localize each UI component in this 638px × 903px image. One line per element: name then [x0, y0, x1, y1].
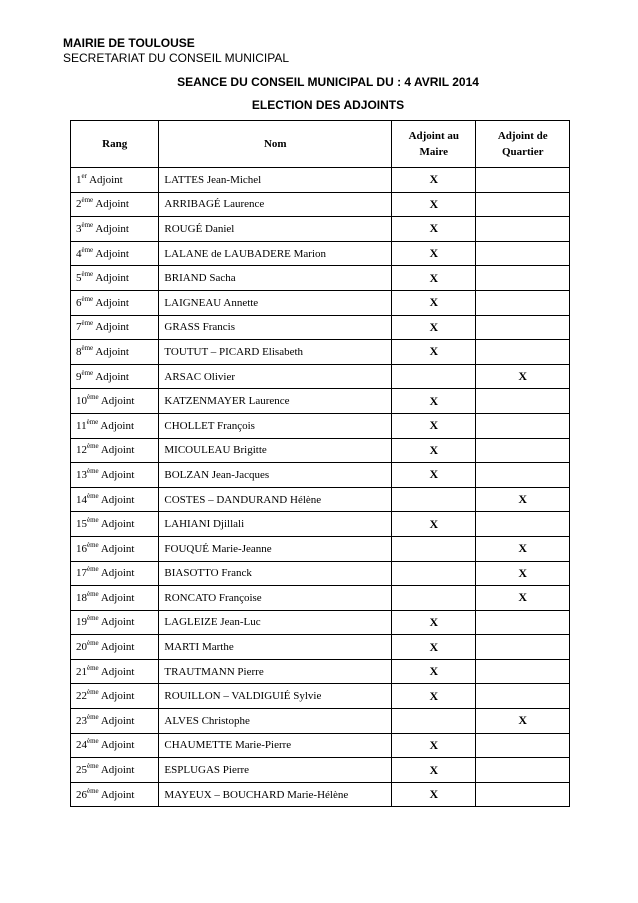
rank-suffix-superscript: ème: [81, 319, 94, 328]
rank-number: 1: [76, 173, 82, 186]
adjoint-maire-mark: X: [392, 192, 476, 217]
rank-suffix-superscript: ème: [81, 196, 94, 205]
rank-cell: [71, 438, 159, 463]
adjoint-quartier-mark: [476, 684, 570, 709]
adjoint-maire-mark: X: [392, 241, 476, 266]
adjoint-maire-mark: [392, 487, 476, 512]
rank-cell: [71, 266, 159, 291]
rank-cell: [71, 782, 159, 807]
table-row: [71, 340, 570, 365]
adjoint-maire-mark: X: [392, 217, 476, 242]
rank-cell: [71, 512, 159, 537]
adjoint-quartier-mark: X: [476, 561, 570, 586]
rank-suffix-superscript: ème: [81, 343, 94, 352]
rank-label: Adjoint: [98, 616, 135, 629]
rank-number: 5: [76, 272, 82, 285]
column-header-adjoint-quartier: [476, 121, 570, 168]
adjoint-quartier-mark: [476, 438, 570, 463]
name-cell: LALANE de LAUBADERE Marion: [159, 241, 392, 266]
rank-cell: [71, 758, 159, 783]
table-row: [71, 438, 570, 463]
rank-suffix-superscript: ème: [86, 417, 99, 426]
rank-cell: [71, 463, 159, 488]
adjoint-quartier-mark: [476, 782, 570, 807]
rank-suffix-superscript: ème: [81, 220, 94, 229]
rank-number: 25: [76, 764, 87, 777]
rank-number: 12: [76, 444, 87, 457]
rank-label: Adjoint: [93, 296, 129, 309]
rank-cell: [71, 340, 159, 365]
rank-number: 10: [76, 395, 87, 408]
adjoint-maire-mark: X: [392, 290, 476, 315]
adjoint-quartier-mark: [476, 733, 570, 758]
name-cell: ARSAC Olivier: [159, 364, 392, 389]
adjoint-quartier-mark: X: [476, 487, 570, 512]
rank-suffix-superscript: ème: [87, 712, 99, 721]
rank-suffix-superscript: ème: [87, 393, 99, 402]
rank-cell: [71, 536, 159, 561]
adjoint-quartier-mark: [476, 315, 570, 340]
rank-number: 9: [76, 370, 82, 383]
adjoint-quartier-mark: [476, 635, 570, 660]
name-cell: MAYEUX – BOUCHARD Marie-Hélène: [159, 782, 392, 807]
rank-label: Adjoint: [98, 395, 135, 408]
rank-suffix-superscript: ème: [87, 786, 99, 795]
election-title: ELECTION DES ADJOINTS: [251, 98, 405, 112]
rank-suffix-superscript: ème: [87, 639, 99, 648]
table-row: [71, 168, 570, 193]
rank-label: Adjoint: [98, 542, 135, 555]
name-cell: ALVES Christophe: [159, 709, 392, 734]
adjoint-maire-mark: X: [392, 266, 476, 291]
adjoint-quartier-mark: X: [476, 536, 570, 561]
rank-label: Adjoint: [93, 222, 129, 235]
rank-label: Adjoint: [93, 247, 129, 260]
rank-suffix-superscript: ème: [87, 737, 99, 746]
adjoint-quartier-mark: X: [476, 586, 570, 611]
table-row: [71, 536, 570, 561]
rank-cell: [71, 389, 159, 414]
rank-suffix-superscript: er: [81, 171, 87, 180]
adjoint-maire-mark: X: [392, 438, 476, 463]
rank-cell: [71, 241, 159, 266]
rank-cell: [71, 586, 159, 611]
org-name: MAIRIE DE TOULOUSE: [63, 36, 195, 50]
adjoint-maire-mark: X: [392, 659, 476, 684]
table-row: [71, 290, 570, 315]
rank-label: Adjoint: [93, 272, 129, 285]
table-row: [71, 782, 570, 807]
rank-number: 11: [76, 419, 87, 432]
adjoint-quartier-mark: [476, 241, 570, 266]
adjoint-quartier-mark: [476, 659, 570, 684]
rank-label: Adjoint: [98, 493, 135, 506]
adjoint-maire-mark: X: [392, 168, 476, 193]
rank-number: 14: [76, 493, 87, 506]
table-row: [71, 487, 570, 512]
name-cell: CHOLLET François: [159, 413, 392, 438]
table-header-row: [71, 121, 570, 168]
rank-cell: [71, 610, 159, 635]
rank-number: 7: [76, 321, 82, 334]
adjoint-quartier-mark: [476, 266, 570, 291]
rank-suffix-superscript: ème: [87, 491, 99, 500]
table-row: [71, 635, 570, 660]
adjoint-quartier-mark: [476, 389, 570, 414]
rank-number: 26: [76, 788, 87, 801]
rank-number: 19: [76, 616, 87, 629]
rank-number: 22: [76, 690, 87, 703]
rank-suffix-superscript: ème: [87, 516, 99, 525]
name-cell: RONCATO Françoise: [159, 586, 392, 611]
adjoint-quartier-mark: [476, 168, 570, 193]
rank-suffix-superscript: ème: [87, 442, 99, 451]
column-header-rang: Rang: [71, 121, 159, 168]
rank-cell: [71, 709, 159, 734]
adjoint-quartier-mark: [476, 217, 570, 242]
rank-label: Adjoint: [98, 764, 135, 777]
name-cell: MICOULEAU Brigitte: [159, 438, 392, 463]
adjoint-maire-mark: X: [392, 733, 476, 758]
adjoint-maire-mark: X: [392, 610, 476, 635]
name-cell: LATTES Jean-Michel: [159, 168, 392, 193]
adjoint-maire-mark: X: [392, 413, 476, 438]
adjoints-table: [70, 120, 570, 807]
rank-suffix-superscript: ème: [81, 270, 94, 279]
table-row: [71, 733, 570, 758]
rank-suffix-superscript: ème: [87, 589, 99, 598]
name-cell: BIASOTTO Franck: [159, 561, 392, 586]
rank-cell: [71, 290, 159, 315]
name-cell: MARTI Marthe: [159, 635, 392, 660]
rank-number: 21: [76, 665, 87, 678]
adjoint-quartier-mark: [476, 340, 570, 365]
name-cell: CHAUMETTE Marie-Pierre: [159, 733, 392, 758]
rank-number: 8: [76, 345, 82, 358]
table-row: [71, 709, 570, 734]
table-row: [71, 758, 570, 783]
rank-label: Adjoint: [98, 567, 135, 580]
rank-suffix-superscript: ème: [81, 294, 94, 303]
rank-label: Adjoint: [93, 321, 129, 334]
name-cell: FOUQUÉ Marie-Jeanne: [159, 536, 392, 561]
table-row: [71, 364, 570, 389]
adjoint-quartier-mark: [476, 463, 570, 488]
rank-label: Adjoint: [98, 714, 135, 727]
table-row: [71, 586, 570, 611]
name-cell: LAGLEIZE Jean-Luc: [159, 610, 392, 635]
adjoint-quartier-mark: X: [476, 709, 570, 734]
adjoint-quartier-mark: X: [476, 364, 570, 389]
rank-suffix-superscript: ème: [87, 688, 99, 697]
rank-label: Adjoint: [93, 345, 129, 358]
rank-suffix-superscript: ème: [87, 565, 99, 574]
department-name: SECRETARIAT DU CONSEIL MUNICIPAL: [63, 51, 290, 65]
table-row: [71, 463, 570, 488]
rank-suffix-superscript: ème: [87, 663, 99, 672]
rank-cell: [71, 561, 159, 586]
name-cell: ROUILLON – VALDIGUIÉ Sylvie: [159, 684, 392, 709]
rank-number: 6: [76, 296, 82, 309]
name-cell: TOUTUT – PICARD Elisabeth: [159, 340, 392, 365]
table-row: [71, 241, 570, 266]
rank-cell: [71, 168, 159, 193]
column-header-nom: Nom: [159, 121, 392, 168]
table-row: [71, 217, 570, 242]
rank-suffix-superscript: ème: [87, 762, 99, 771]
rank-label: Adjoint: [98, 788, 135, 801]
name-cell: TRAUTMANN Pierre: [159, 659, 392, 684]
rank-cell: [71, 315, 159, 340]
table-row: [71, 684, 570, 709]
rank-label: Adjoint: [98, 591, 135, 604]
name-cell: BRIAND Sacha: [159, 266, 392, 291]
rank-number: 16: [76, 542, 87, 555]
rank-number: 17: [76, 567, 87, 580]
rank-number: 13: [76, 468, 87, 481]
rank-suffix-superscript: ème: [87, 614, 99, 623]
table-row: [71, 315, 570, 340]
adjoint-maire-mark: X: [392, 463, 476, 488]
rank-cell: [71, 684, 159, 709]
adjoint-maire-mark: [392, 586, 476, 611]
adjoint-maire-mark: X: [392, 315, 476, 340]
adjoint-quartier-mark: [476, 758, 570, 783]
rank-label: Adjoint: [93, 198, 129, 211]
rank-label: Adjoint: [98, 444, 135, 457]
column-header-adjoint-maire: [392, 121, 476, 168]
table-row: [71, 192, 570, 217]
rank-cell: [71, 192, 159, 217]
adjoint-quartier-mark: [476, 512, 570, 537]
adjoint-maire-mark: X: [392, 340, 476, 365]
table-row: [71, 659, 570, 684]
adjoint-maire-mark: X: [392, 635, 476, 660]
table-row: [71, 561, 570, 586]
adjoint-quartier-mark: [476, 290, 570, 315]
rank-cell: [71, 635, 159, 660]
rank-label: Adjoint: [86, 173, 123, 186]
table-row: [71, 266, 570, 291]
name-cell: BOLZAN Jean-Jacques: [159, 463, 392, 488]
rank-number: 18: [76, 591, 87, 604]
rank-number: 2: [76, 198, 82, 211]
name-cell: KATZENMAYER Laurence: [159, 389, 392, 414]
rank-suffix-superscript: ème: [81, 245, 94, 254]
table-row: [71, 413, 570, 438]
name-cell: GRASS Francis: [159, 315, 392, 340]
rank-label: Adjoint: [98, 665, 135, 678]
name-cell: ESPLUGAS Pierre: [159, 758, 392, 783]
column-header-adjoint-quartier-label: Adjoint de Quartier: [497, 130, 548, 158]
adjoint-maire-mark: [392, 709, 476, 734]
session-title: SEANCE DU CONSEIL MUNICIPAL DU : 4 AVRIL 2014: [177, 75, 479, 89]
rank-suffix-superscript: ème: [87, 466, 99, 475]
table-row: [71, 389, 570, 414]
rank-suffix-superscript: ème: [87, 540, 99, 549]
column-header-adjoint-maire-label: Adjoint au Maire: [408, 130, 460, 158]
name-cell: ARRIBAGÉ Laurence: [159, 192, 392, 217]
rank-number: 20: [76, 641, 87, 654]
rank-label: Adjoint: [98, 739, 135, 752]
rank-number: 4: [76, 247, 82, 260]
adjoint-maire-mark: X: [392, 684, 476, 709]
adjoint-maire-mark: X: [392, 512, 476, 537]
rank-cell: [71, 364, 159, 389]
name-cell: LAIGNEAU Annette: [159, 290, 392, 315]
adjoint-quartier-mark: [476, 413, 570, 438]
rank-number: 24: [76, 739, 87, 752]
adjoint-maire-mark: [392, 364, 476, 389]
rank-number: 23: [76, 714, 87, 727]
rank-cell: [71, 217, 159, 242]
rank-label: Adjoint: [93, 370, 129, 383]
rank-label: Adjoint: [98, 641, 135, 654]
table-row: [71, 610, 570, 635]
adjoint-quartier-mark: [476, 192, 570, 217]
rank-number: 3: [76, 222, 82, 235]
name-cell: ROUGÉ Daniel: [159, 217, 392, 242]
rank-label: Adjoint: [98, 690, 135, 703]
rank-number: 15: [76, 518, 87, 531]
rank-suffix-superscript: ème: [81, 368, 94, 377]
table-row: [71, 512, 570, 537]
adjoint-quartier-mark: [476, 610, 570, 635]
name-cell: LAHIANI Djillali: [159, 512, 392, 537]
adjoint-maire-mark: [392, 561, 476, 586]
adjoint-maire-mark: [392, 536, 476, 561]
adjoint-maire-mark: X: [392, 782, 476, 807]
rank-cell: [71, 659, 159, 684]
rank-label: Adjoint: [98, 419, 135, 432]
rank-cell: [71, 733, 159, 758]
rank-label: Adjoint: [98, 468, 135, 481]
adjoint-maire-mark: X: [392, 758, 476, 783]
rank-cell: [71, 413, 159, 438]
adjoint-maire-mark: X: [392, 389, 476, 414]
rank-cell: [71, 487, 159, 512]
rank-label: Adjoint: [98, 518, 135, 531]
name-cell: COSTES – DANDURAND Hélène: [159, 487, 392, 512]
